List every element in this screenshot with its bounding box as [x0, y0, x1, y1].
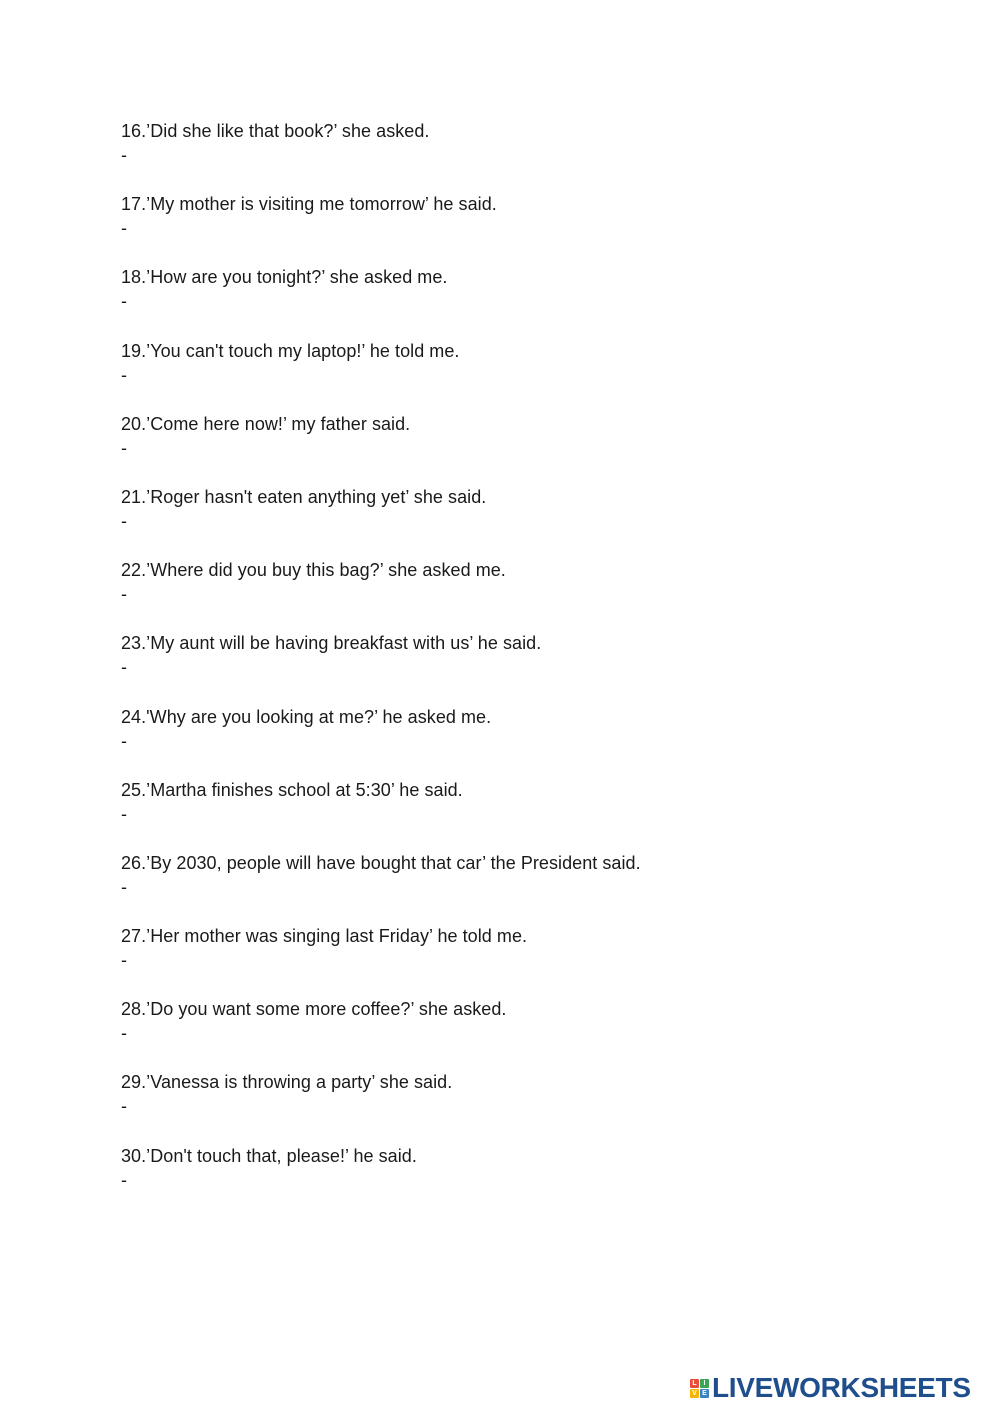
question-prompt: 22.’Where did you buy this bag?’ she asked me. [121, 560, 506, 581]
question-prompt: 27.’Her mother was singing last Friday’ he told me. [121, 926, 528, 947]
answer-field[interactable]: - [121, 437, 127, 458]
answer-field[interactable]: - [121, 1096, 127, 1117]
question-item [121, 1070, 941, 1143]
question-item [121, 997, 941, 1070]
answer-field[interactable]: - [121, 291, 127, 312]
question-item [121, 119, 941, 192]
answer-field[interactable]: - [121, 364, 127, 385]
question-prompt: 29.’Vanessa is throwing a party’ she said. [121, 1072, 453, 1093]
question-item [121, 558, 941, 631]
question-prompt: 23.’My aunt will be having breakfast with us’ he said. [121, 633, 542, 654]
question-prompt: 20.’Come here now!’ my father said. [121, 413, 411, 434]
answer-field[interactable]: - [121, 657, 127, 678]
answer-field[interactable]: - [121, 145, 127, 165]
logo-mark-tile: L [690, 1379, 699, 1388]
question-prompt: 17.’My mother is visiting me tomorrow’ he said. [121, 194, 497, 215]
question-item [121, 705, 941, 778]
answer-field[interactable]: - [121, 510, 127, 531]
answer-field[interactable]: - [121, 1169, 127, 1190]
question-prompt: 16.’Did she like that book?’ she asked. [121, 121, 430, 141]
liveworksheets-logo [690, 1372, 971, 1404]
logo-text: LIVEWORKSHEETS [712, 1372, 971, 1403]
question-prompt: 19.’You can't touch my laptop!’ he told me. [121, 340, 460, 361]
question-prompt: 21.’Roger hasn't eaten anything yet’ she said. [121, 486, 487, 507]
question-prompt: 24.'Why are you looking at me?’ he asked me. [121, 706, 492, 727]
answer-field[interactable]: - [121, 950, 127, 971]
question-item [121, 924, 941, 997]
answer-field[interactable]: - [121, 1023, 127, 1044]
question-prompt: 30.’Don't touch that, please!’ he said. [121, 1145, 417, 1166]
question-item [121, 1144, 941, 1217]
question-list [121, 119, 941, 1217]
question-item [121, 412, 941, 485]
answer-field[interactable]: - [121, 218, 127, 239]
question-prompt: 25.’Martha finishes school at 5:30’ he said. [121, 779, 463, 800]
question-item [121, 851, 941, 924]
logo-mark-tile: I [700, 1379, 709, 1388]
question-item [121, 265, 941, 338]
question-item [121, 339, 941, 412]
answer-field[interactable]: - [121, 803, 127, 824]
logo-mark-icon [690, 1379, 709, 1398]
question-item [121, 631, 941, 704]
question-item [121, 778, 941, 851]
question-item [121, 192, 941, 265]
logo-mark-tile: V [690, 1389, 699, 1398]
question-prompt: 28.’Do you want some more coffee?’ she asked. [121, 999, 507, 1020]
answer-field[interactable]: - [121, 876, 127, 897]
question-prompt: 18.’How are you tonight?’ she asked me. [121, 267, 448, 288]
logo-mark-tile: E [700, 1389, 709, 1398]
answer-field[interactable]: - [121, 584, 127, 605]
question-item [121, 485, 941, 558]
question-prompt: 26.’By 2030, people will have bought that car’ the President said. [121, 852, 641, 873]
answer-field[interactable]: - [121, 730, 127, 751]
